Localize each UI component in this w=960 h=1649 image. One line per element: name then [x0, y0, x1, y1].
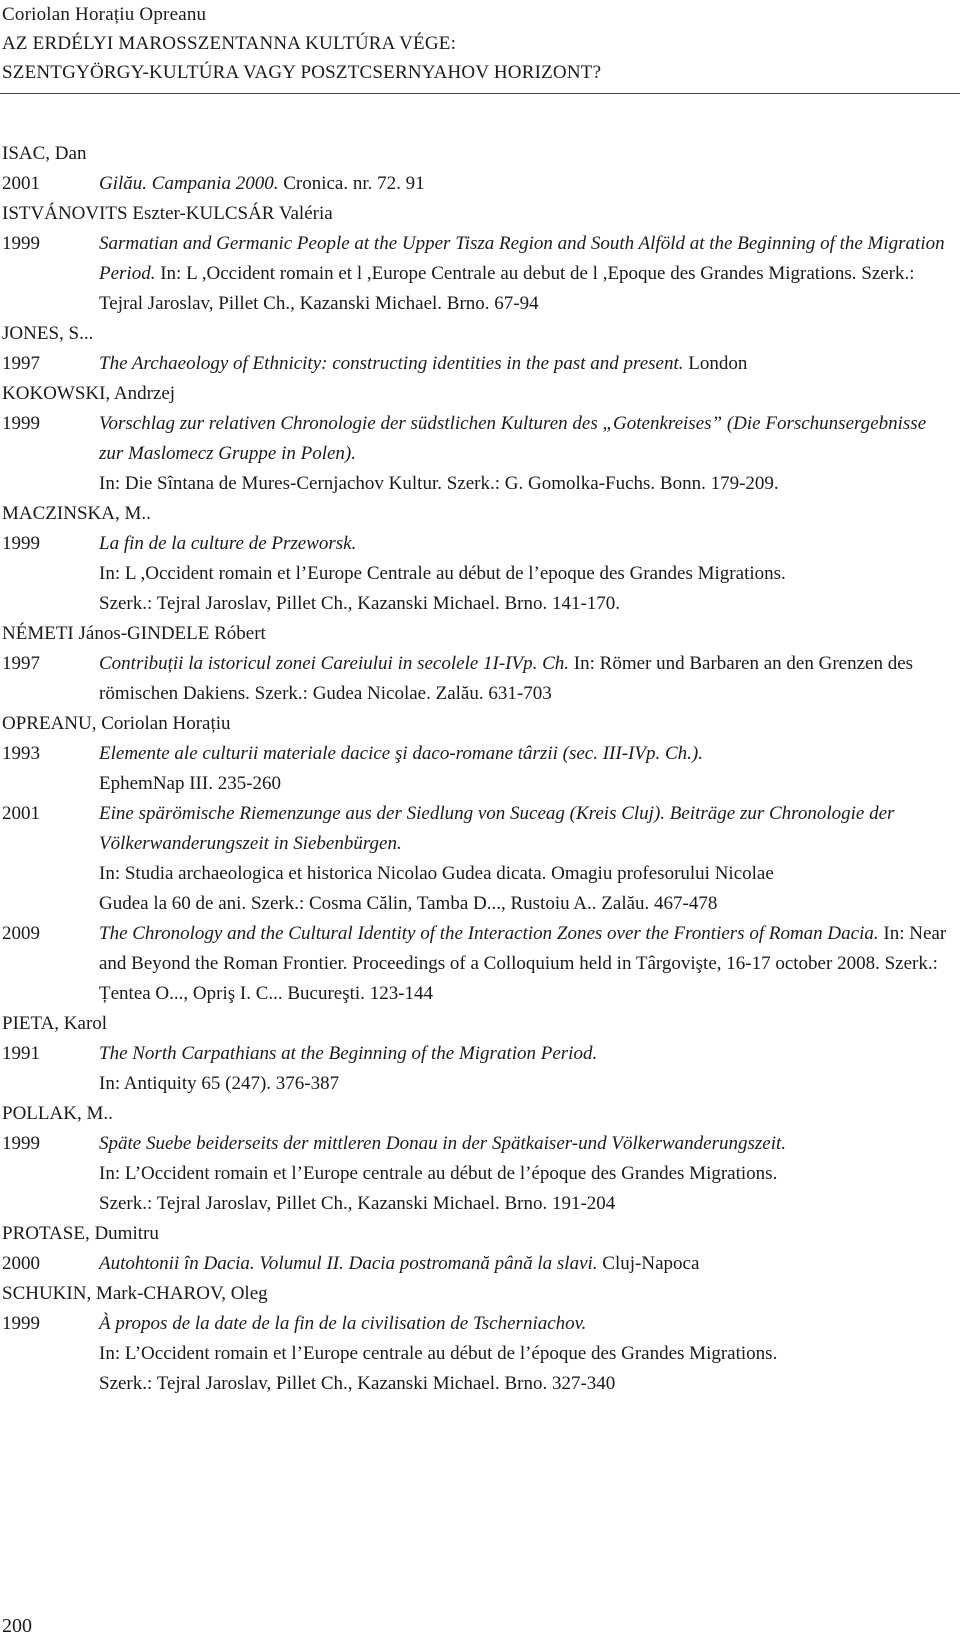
entry-body: [99, 229, 950, 319]
bibliography-entry: [2, 1039, 950, 1069]
entry-body: [99, 1039, 950, 1069]
entry-continuation-line: Gudea la 60 de ani. Szerk.: Cosma Călin, Tamba D..., Rustoiu A.. Zalău. 467-478: [99, 893, 718, 914]
bibliography-author: PIETA, Karol: [2, 1013, 108, 1034]
entry-body: [99, 1309, 950, 1339]
entry-year: 1997: [2, 353, 40, 374]
entry-year: 1999: [2, 533, 40, 554]
entry-publication: In: Römer und Barbaren an den Grenzen des römischen Dakiens. Szerk.: Gudea Nicolae. Zalău. 631-703: [99, 653, 914, 704]
entry-title: The Chronology and the Cultural Identity of the Interaction Zones over the Frontiers of Roman Dacia.: [99, 923, 879, 944]
entry-title: À propos de la date de la fin de la civilisation de Tscherniachov.: [99, 1313, 587, 1334]
entry-continuation-line: In: Antiquity 65 (247). 376-387: [99, 1073, 340, 1094]
bibliography-entry: [2, 799, 950, 859]
entry-title: Sarmatian and Germanic People at the Upper Tisza Region and South Alföld at the Beginning of the Migration Period.: [99, 233, 945, 284]
bibliography-entry: [2, 409, 950, 469]
header-title-line-2: SZENTGYÖRGY-KULTÚRA VAGY POSZTCSERNYAHOV HORIZONT?: [2, 62, 602, 83]
entry-publication: In: L ,Occident romain et l ,Europe Centrale au debut de l ,Epoque des Grandes Migrations. Szerk.: Tejral Jaroslav, Pillet Ch., Kazanski Michael. Brno. 67-94: [99, 263, 915, 314]
bibliography-author: ISAC, Dan: [2, 143, 87, 164]
entry-year: 1997: [2, 653, 40, 674]
bibliography-entry: [2, 1249, 950, 1279]
bibliography-entry: [2, 919, 950, 1009]
entry-year: 2009: [2, 923, 40, 944]
bibliography-author: ISTVÁNOVITS Eszter-KULCSÁR Valéria: [2, 203, 333, 224]
entry-year: 1993: [2, 743, 40, 764]
bibliography-author: SCHUKIN, Mark-CHAROV, Oleg: [2, 1283, 268, 1304]
entry-continuation-line: In: Studia archaeologica et historica Nicolao Gudea dicata. Omagiu profesorului Nicolae: [99, 863, 774, 884]
bibliography-author: OPREANU, Coriolan Horațiu: [2, 713, 231, 734]
entry-title: Autohtonii în Dacia. Volumul II. Dacia postromană până la slavi.: [99, 1253, 598, 1274]
entry-body: [99, 919, 950, 1009]
entry-body: [99, 349, 950, 379]
bibliography-entry: [2, 649, 950, 709]
entry-title: The North Carpathians at the Beginning of the Migration Period.: [99, 1043, 598, 1064]
entry-continuation-line: In: Die Sîntana de Mures-Cernjachov Kultur. Szerk.: G. Gomolka-Fuchs. Bonn. 179-209.: [99, 473, 779, 494]
bibliography-entry: [2, 1129, 950, 1159]
entry-body: [99, 169, 950, 199]
header-author: Coriolan Horațiu Opreanu: [2, 4, 207, 25]
bibliography-entry: [2, 739, 950, 769]
entry-year: 2001: [2, 803, 40, 824]
bibliography-author: JONES, S...: [2, 323, 94, 344]
entry-title: Elemente ale culturii materiale dacice şi daco-romane târzii (sec. III-IVp. Ch.).: [99, 743, 703, 764]
entry-year: 1999: [2, 413, 40, 434]
entry-publication: Cronica. nr. 72. 91: [278, 173, 425, 194]
entry-title: The Archaeology of Ethnicity: constructing identities in the past and present.: [99, 353, 684, 374]
entry-title: Gilău. Campania 2000.: [99, 173, 279, 194]
entry-body: [99, 1129, 950, 1159]
entry-year: 1999: [2, 1133, 40, 1154]
bibliography-author: PROTASE, Dumitru: [2, 1223, 159, 1244]
page-number: 200: [2, 1615, 32, 1637]
bibliography-entry: [2, 169, 950, 199]
entry-continuation-line: In: L’Occident romain et l’Europe centrale au début de l’époque des Grandes Migrations.: [99, 1343, 778, 1364]
entry-body: [99, 799, 950, 859]
bibliography-author: POLLAK, M..: [2, 1103, 113, 1124]
entry-title: Späte Suebe beiderseits der mittleren Donau in der Spätkaiser-und Völkerwanderungszeit.: [99, 1133, 787, 1154]
entry-publication: London: [683, 353, 748, 374]
entry-title: La fin de la culture de Przeworsk.: [99, 533, 357, 554]
bibliography-entry: [2, 229, 950, 319]
entry-year: 1991: [2, 1043, 40, 1064]
entry-continuation-line: Szerk.: Tejral Jaroslav, Pillet Ch., Kazanski Michael. Brno. 191-204: [99, 1193, 616, 1214]
entry-continuation-line: Szerk.: Tejral Jaroslav, Pillet Ch., Kazanski Michael. Brno. 141-170.: [99, 593, 621, 614]
bibliography-entry: [2, 1309, 950, 1339]
entry-year: 2001: [2, 173, 40, 194]
bibliography-entry: [2, 349, 950, 379]
header-rule: [0, 93, 960, 94]
entry-body: [99, 1249, 950, 1279]
entry-body: [99, 409, 950, 469]
entry-body: [99, 649, 950, 709]
bibliography-list: [2, 139, 950, 1399]
entry-body: [99, 529, 950, 559]
bibliography-author: KOKOWSKI, Andrzej: [2, 383, 176, 404]
entry-publication: Cluj-Napoca: [597, 1253, 700, 1274]
entry-year: 1999: [2, 1313, 40, 1334]
running-header: [0, 0, 960, 87]
entry-body: [99, 739, 950, 769]
entry-title: Contribuții la istoricul zonei Careiului in secolele 1I-IVp. Ch.: [99, 653, 570, 674]
bibliography-author: NÉMETI János-GINDELE Róbert: [2, 623, 266, 644]
entry-continuation-line: In: L ,Occident romain et l’Europe Centrale au début de l’epoque des Grandes Migrations.: [99, 563, 786, 584]
entry-title: Vorschlag zur relativen Chronologie der südstlichen Kulturen des „Gotenkreises” (Die Forschunsergebnisse zur Maslomecz Gruppe in Polen).: [99, 413, 927, 464]
entry-publication: In: Near and Beyond the Roman Frontier. Proceedings of a Colloquium held in Târgovişte, 16-17 october 2008. Szerk.: Țentea O..., Opriş I. C... Bucureşti. 123-144: [99, 923, 947, 1004]
header-title-line-1: AZ ERDÉLYI MAROSSZENTANNA KULTÚRA VÉGE:: [2, 33, 457, 54]
entry-year: 1999: [2, 233, 40, 254]
entry-continuation-line: Szerk.: Tejral Jaroslav, Pillet Ch., Kazanski Michael. Brno. 327-340: [99, 1373, 616, 1394]
entry-continuation-line: EphemNap III. 235-260: [99, 773, 282, 794]
bibliography-author: MACZINSKA, M..: [2, 503, 151, 524]
entry-title: Eine spärömische Riemenzunge aus der Siedlung von Suceag (Kreis Cluj). Beiträge zur Chronologie der Völkerwanderungszeit in Siebenbürgen.: [99, 803, 895, 854]
entry-continuation-line: In: L’Occident romain et l’Europe centrale au début de l’époque des Grandes Migrations.: [99, 1163, 778, 1184]
entry-year: 2000: [2, 1253, 40, 1274]
bibliography-entry: [2, 529, 950, 559]
